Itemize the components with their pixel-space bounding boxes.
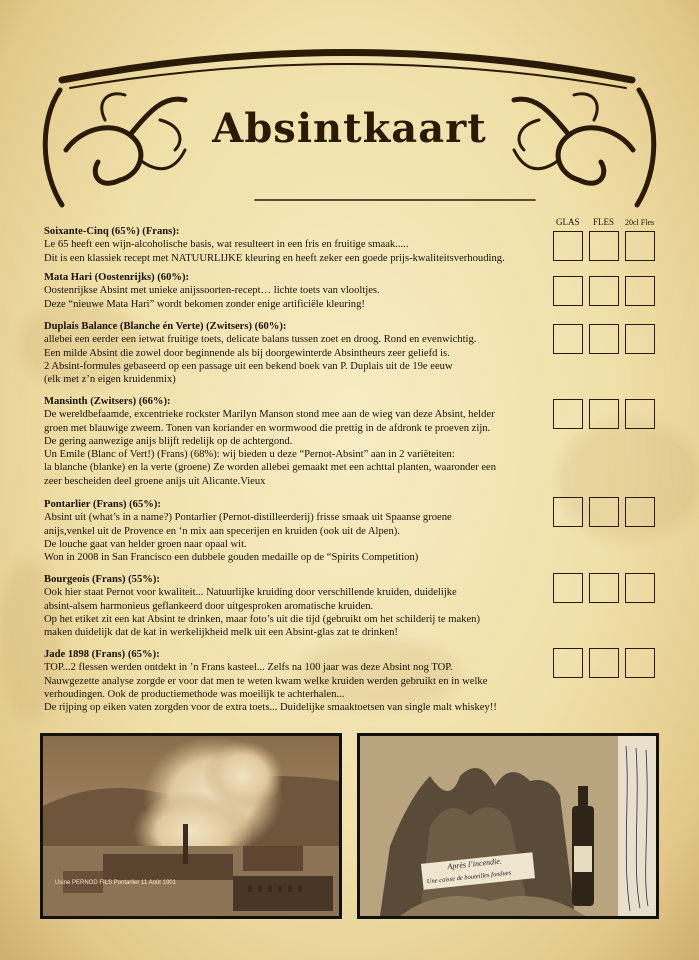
- entry-line: De louche gaat van helder groen naar opaal wit.: [44, 538, 247, 550]
- menu-entry: [44, 225, 549, 265]
- entry-line: allebei een eerder een ietwat fruitige toets, delicate balans tussen zoet en droog. Rond en evenwichtig.: [44, 334, 477, 346]
- entry-line: la blanche (blanke) en la verte (groene) Ze worden allebei gemaakt met een achttal planten, waaronder een: [44, 462, 497, 474]
- fles-checkbox[interactable]: [589, 231, 619, 261]
- melted-bottles-photo: [357, 733, 659, 919]
- entry-line: verhoudingen. Ook de productiemethode was moeilijk te achterhalen...: [44, 688, 345, 700]
- entry-line: Dit is een klassiek recept met NATUURLIJKE kleuring en heeft zeker een goede prijs-kwaliteitsverhouding.: [44, 252, 505, 264]
- entry-name: Soixante-Cinq (65%) (Frans):: [44, 226, 180, 237]
- glas-checkbox[interactable]: [553, 573, 583, 603]
- bottles-caption-2: Une caisse de bouteilles fondues: [426, 869, 512, 886]
- entry-line: (elk met z’n eigen kruidenmix): [44, 374, 176, 386]
- entry-line: Op het etiket zit een kat Absint te drinken, maar foto’s uit die tijd (gebruikt om het schilderij te maken): [44, 613, 480, 625]
- menu-entry: [44, 648, 549, 714]
- 20cl-fles-checkbox[interactable]: [625, 399, 655, 429]
- 20cl-fles-checkbox[interactable]: [625, 276, 655, 306]
- entry-line: anijs,venkel uit de Provence en ‘n mix aan specerijen en kruiden (ook uit de Alpen).: [44, 525, 400, 537]
- glas-checkbox[interactable]: [553, 231, 583, 261]
- entry-name: Jade 1898 (Frans) (65%):: [44, 649, 160, 660]
- glas-checkbox[interactable]: [553, 399, 583, 429]
- menu-entry: [44, 573, 549, 639]
- entry-name: Pontarlier (Frans) (65%):: [44, 499, 161, 510]
- fles-checkbox[interactable]: [589, 573, 619, 603]
- entry-name: Mansinth (Zwitsers) (66%):: [44, 396, 171, 407]
- 20cl-fles-checkbox[interactable]: [625, 497, 655, 527]
- glas-checkbox[interactable]: [553, 276, 583, 306]
- 20cl-fles-checkbox[interactable]: [625, 231, 655, 261]
- column-header-fles: FLES: [593, 217, 615, 227]
- column-header-glas: GLAS: [556, 217, 580, 227]
- fles-checkbox[interactable]: [589, 276, 619, 306]
- entry-name: Mata Hari (Oostenrijks) (60%):: [44, 272, 190, 283]
- entry-line: De gering aanwezige anijs blijft redelijk op de achtergond.: [44, 435, 293, 447]
- glas-checkbox[interactable]: [553, 648, 583, 678]
- entry-line: maken duidelijk dat de kat in werkelijkheid melk uit een Absint-glas zat te drinken!: [44, 627, 398, 639]
- factory-fire-photo: [40, 733, 342, 919]
- bottles-caption-1: Après l’incendie.: [446, 856, 503, 872]
- entry-line: Le 65 heeft een wijn-alcoholische basis, wat resulteert in een fris en fruitige smaak.....: [44, 239, 409, 251]
- 20cl-fles-checkbox[interactable]: [625, 648, 655, 678]
- entry-line: Deze “nieuwe Mata Hari” wordt bekomen zonder enige artificiële kleuring!: [44, 298, 365, 310]
- glas-checkbox[interactable]: [553, 497, 583, 527]
- menu-entry: [44, 395, 549, 488]
- entry-line: Ook hier staat Pernot voor kwaliteit... Natuurlijke kruiding door verschillende kruiden, duidelijke: [44, 587, 457, 599]
- factory-caption: Usine PERNOD FILS Pontarlier 11 Août 1901: [55, 880, 176, 886]
- entry-line: zeer bescheiden deel groene anijs uit Alicante.Vieux: [44, 475, 266, 487]
- column-header-20cl: 20cl Fles: [625, 218, 655, 227]
- entry-line: Nauwgezette analyse zorgde er voor dat men te weten kwam welke kruiden werden gebruikt en in welke: [44, 675, 488, 687]
- fles-checkbox[interactable]: [589, 497, 619, 527]
- entry-line: TOP...2 flessen werden ontdekt in ’n Frans kasteel... Zelfs na 100 jaar was deze Absint nog TOP.: [44, 662, 453, 674]
- entry-line: Oostenrijkse Absint met unieke anijssoorten-recept… lichte toets van vlooltjes.: [44, 285, 380, 297]
- 20cl-fles-checkbox[interactable]: [625, 573, 655, 603]
- menu-entry: [44, 271, 549, 311]
- glas-checkbox[interactable]: [553, 324, 583, 354]
- entry-line: Won in 2008 in San Francisco een dubbele gouden medaille op de “Spirits Competition): [44, 552, 419, 564]
- entry-line: Absint uit (what’s in a name?) Pontarlier (Pernot-distilleerderij) frisse smaak uit Spaanse groene: [44, 512, 452, 524]
- fles-checkbox[interactable]: [589, 324, 619, 354]
- entry-name: Bourgeois (Frans) (55%):: [44, 574, 160, 585]
- entry-line: absint-alsem harmonieus geflankeerd door uitgesproken aromatische kruiden.: [44, 600, 374, 612]
- entry-line: groen met blauwige zweem. Tonen van koriander en wormwood die prettig in de afdronk te proeven zijn.: [44, 422, 491, 434]
- entry-line: De wereldbefaamde, excentrieke rockster Marilyn Manson stond mee aan de wieg van deze Absint, helder: [44, 409, 495, 421]
- menu-entry: [44, 498, 549, 564]
- entry-line: 2 Absint-formules gebaseerd op een passage uit een bekend boek van P. Duplais uit de 19e eeuw: [44, 360, 453, 372]
- 20cl-fles-checkbox[interactable]: [625, 324, 655, 354]
- menu-entry: [44, 320, 549, 386]
- fles-checkbox[interactable]: [589, 648, 619, 678]
- entry-line: Een milde Absint die zowel door beginnende als bij doorgewinterde Absintheurs zeer geliefd is.: [44, 347, 450, 359]
- entry-line: Un Emile (Blanc of Vert!) (Frans) (68%): wij bieden u deze “Pernot-Absint” aan in 2 variëteiten:: [44, 449, 455, 461]
- entry-line: De rijping op eiken vaten zorgden voor de extra toets... Duidelijke smaaktoetsen van single malt whiskey!!: [44, 702, 497, 714]
- entry-name: Duplais Balance (Blanche én Verte) (Zwitsers) (60%):: [44, 321, 287, 332]
- page-title: Absintkaart: [212, 105, 487, 152]
- fles-checkbox[interactable]: [589, 399, 619, 429]
